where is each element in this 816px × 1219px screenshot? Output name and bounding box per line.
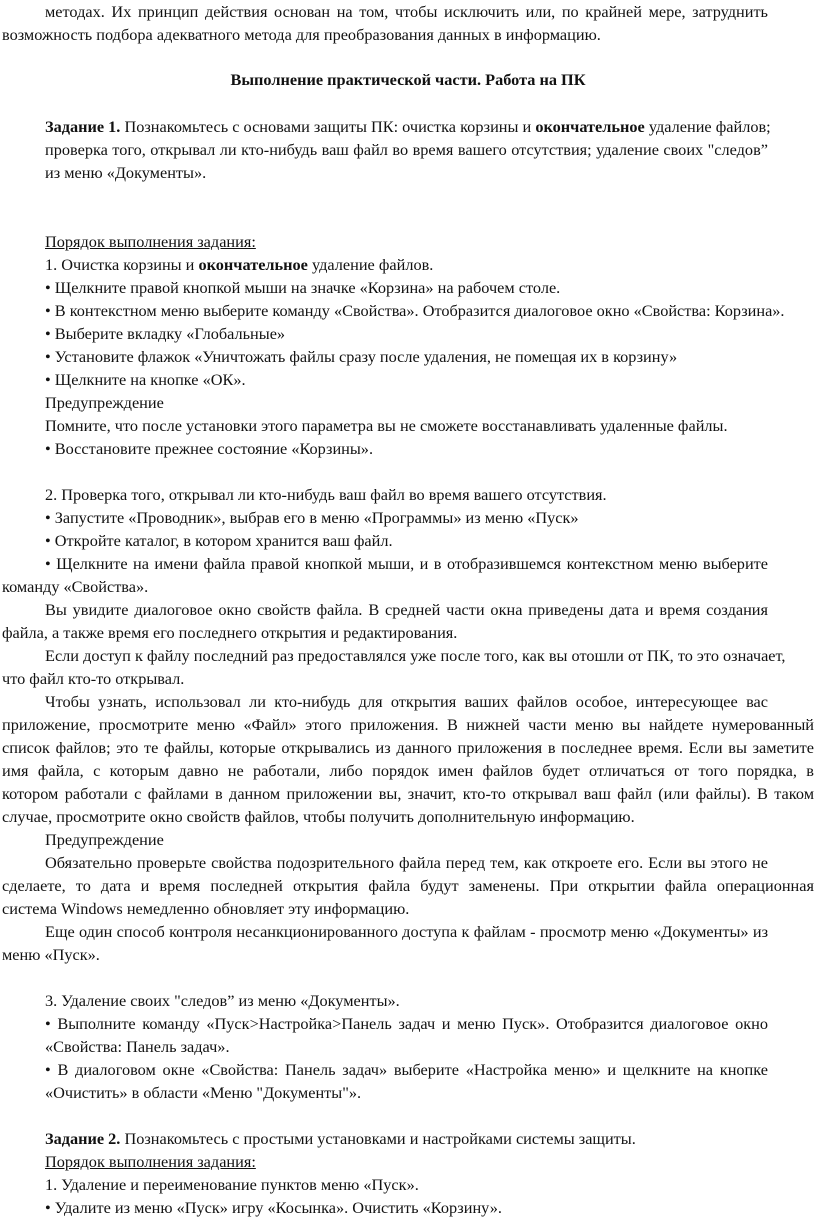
warning-text: Помните, что после установки этого параметра вы не сможете восстанавливать удаленные файлы. xyxy=(45,416,728,435)
bullet-item: команду «Свойства». xyxy=(2,577,149,596)
para-line: Еще один способ контроля несанкционированного доступа к файлам - просмотр меню «Документы» из xyxy=(45,922,768,941)
step-text: удаление файлов. xyxy=(312,255,434,274)
section-heading: Выполнение практической части. Работа на ПК xyxy=(230,70,586,89)
para-line: возможность подбора адекватного метода для преобразования данных в информацию. xyxy=(2,25,601,44)
para-line: что файл кто-то открывал. xyxy=(2,669,185,688)
para-line: система Windows немедленно обновляет эту информацию. xyxy=(2,899,410,918)
warning-label: Предупреждение xyxy=(45,830,164,849)
bullet-item: «Очистить» в области «Меню "Документы"». xyxy=(45,1083,362,1102)
bullet-item: • Запустите «Проводник», выбрав его в меню «Программы» из меню «Пуск» xyxy=(45,508,579,527)
para-line: имя файла, с которым давно не работали, либо порядок имен файлов будет отличаться от того порядка, в xyxy=(2,761,814,780)
task2-text: Познакомьтесь с простыми установками и настройками системы защиты. xyxy=(124,1129,636,1148)
bullet-item: • Восстановите прежнее состояние «Корзины». xyxy=(45,439,374,458)
bullet-item: • В диалоговом окне «Свойства: Панель задач» выберите «Настройка меню» и щелкните на кнопке xyxy=(45,1060,768,1079)
para-line: Чтобы узнать, использовал ли кто-нибудь для открытия ваших файлов особое, интересующее вас xyxy=(45,692,768,711)
task1-text: Познакомьтесь с основами защиты ПК: очистка корзины и xyxy=(124,117,532,136)
task2-label: Задание 2. xyxy=(45,1129,121,1148)
para-line: приложение, просмотрите меню «Файл» этого приложения. В нижней части меню вы найдете нумерованный xyxy=(2,715,814,734)
order-heading: Порядок выполнения задания: xyxy=(45,1152,256,1171)
emphasis: окончательное xyxy=(198,255,308,274)
task1-line: проверка того, открывал ли кто-нибудь ваш файл во время вашего отсутствия; удаление своих "следов” xyxy=(45,140,768,159)
para-line: меню «Пуск». xyxy=(2,945,100,964)
task1-text: удаление файлов; xyxy=(648,117,771,136)
para-line: файла, а также время его последнего открытия и редактирования. xyxy=(2,623,458,642)
bullet-item: • Откройте каталог, в котором хранится ваш файл. xyxy=(45,531,393,550)
bullet-item: • Щелкните на имени файла правой кнопкой мыши, и в отобразившемся контекстном меню выберите xyxy=(45,554,768,573)
task1-line xyxy=(45,115,771,138)
bullet-item: • В контекстном меню выберите команду «Свойства». Отобразится диалоговое окно «Свойства: Корзина». xyxy=(45,301,785,320)
para-line: сделаете, то дата и время последней открытия файла будут заменены. При открытии файла операционная xyxy=(2,876,814,895)
para-line: случае, просмотрите окно свойств файлов, чтобы получить дополнительную информацию. xyxy=(2,807,635,826)
bullet-item xyxy=(45,1196,768,1217)
bullet-item: • Щелкните на кнопке «ОК». xyxy=(45,370,246,389)
warning-label: Предупреждение xyxy=(45,393,164,412)
bullet-item: • Щелкните правой кнопкой мыши на значке «Корзина» на рабочем столе. xyxy=(45,278,561,297)
task1-line: из меню «Документы». xyxy=(45,163,207,182)
para-line: Если доступ к файлу последний раз предоставлялся уже после того, как вы отошли от ПК, то это означает, xyxy=(45,646,786,665)
emphasis: окончательное xyxy=(535,117,645,136)
step-heading: 1. Удаление и переименование пунктов меню «Пуск». xyxy=(45,1175,419,1194)
para-line: котором работали с файлами в данном приложении вы, значит, кто-то открывал ваш файл (или файлы). В таком xyxy=(2,784,814,803)
para-line: Обязательно проверьте свойства подозрительного файла перед тем, как откроете его. Если вы этого не xyxy=(45,853,768,872)
bullet-item: «Свойства: Панель задач». xyxy=(45,1037,230,1056)
para-line: методах. Их принцип действия основан на том, чтобы исключить или, по крайней мере, затруднить xyxy=(45,2,768,21)
task2-line xyxy=(45,1127,768,1150)
bullet-item: • Выберите вкладку «Глобальные» xyxy=(45,324,286,343)
step-text: 1. Очистка корзины и xyxy=(45,255,195,274)
order-heading: Порядок выполнения задания: xyxy=(45,232,256,251)
step-heading: 3. Удаление своих "следов” из меню «Документы». xyxy=(45,991,400,1010)
bullet-item: • Выполните команду «Пуск>Настройка>Панель задач и меню Пуск». Отобразится диалоговое окно xyxy=(45,1014,768,1033)
task1-label: Задание 1. xyxy=(45,117,121,136)
bullet-item: • Установите флажок «Уничтожать файлы сразу после удаления, не помещая их в корзину» xyxy=(45,347,678,366)
step-heading xyxy=(45,253,768,276)
bullet-text: • Удалите из меню «Пуск» игру «Косынка». Очистить «Корзину». xyxy=(45,1198,502,1217)
step-heading: 2. Проверка того, открывал ли кто-нибудь ваш файл во время вашего отсутствия. xyxy=(45,485,607,504)
para-line: Вы увидите диалоговое окно свойств файла. В средней части окна приведены дата и время создания xyxy=(45,600,768,619)
para-line: список файлов; это те файлы, которые открывались из данного приложения в последнее время. Если вы заметите xyxy=(2,738,814,757)
